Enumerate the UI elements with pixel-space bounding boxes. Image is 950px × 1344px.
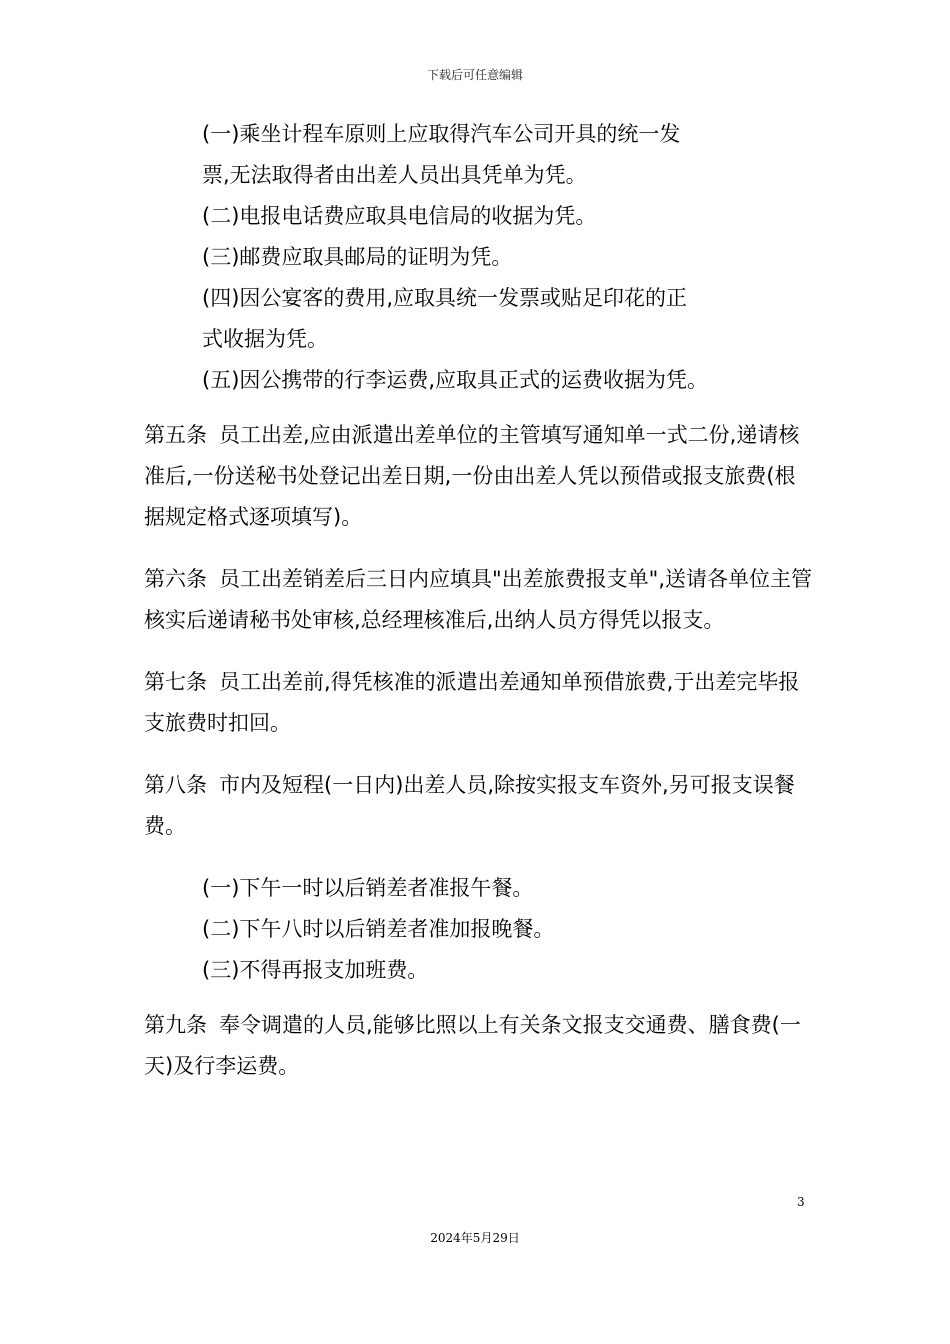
- list-item: (五)因公携带的行李运费,应取具正式的运费收据为凭。: [202, 368, 709, 392]
- article-9: [144, 1005, 814, 1087]
- article-text: 奉令调遣的人员,能够比照以上有关条文报支交通费、膳食费(一天)及行李运费。: [144, 1013, 801, 1078]
- list-item: 式收据为凭。: [202, 327, 328, 351]
- page-header: 下载后可任意编辑: [426, 68, 523, 82]
- article-5: [144, 415, 814, 538]
- article-8: [144, 765, 814, 847]
- expense-voucher-list: [144, 114, 814, 401]
- article-number: 第七条: [144, 670, 207, 694]
- list-item: (二)下午八时以后销差者准加报晚餐。: [202, 917, 555, 941]
- page-number: 3: [797, 1195, 805, 1209]
- article-text: 员工出差,应由派遣出差单位的主管填写通知单一式二份,递请核准后,一份送秘书处登记出差日期,一份由出差人凭以预借或报支旅费(根据规定格式逐项填写)。: [144, 423, 800, 529]
- article-number: 第六条: [144, 567, 207, 591]
- article-number: 第五条: [144, 423, 207, 447]
- footer-date: 2024年5月29日: [430, 1231, 520, 1245]
- list-item: (二)电报电话费应取具电信局的收据为凭。: [202, 204, 597, 228]
- meal-allowance-list: [144, 868, 814, 991]
- article-6: [144, 559, 814, 641]
- article-7: [144, 662, 814, 744]
- list-item: (一)下午一时以后销差者准报午餐。: [202, 876, 534, 900]
- article-text: 员工出差销差后三日内应填具"出差旅费报支单",送请各单位主管核实后递请秘书处审核,总经理核准后,出纳人员方得凭以报支。: [144, 567, 812, 632]
- list-item: 票,无法取得者由出差人员出具凭单为凭。: [202, 163, 587, 187]
- list-item: (三)邮费应取具邮局的证明为凭。: [202, 245, 513, 269]
- list-item: (四)因公宴客的费用,应取具统一发票或贴足印花的正: [202, 286, 688, 310]
- document-body: [144, 114, 814, 1108]
- article-text: 市内及短程(一日内)出差人员,除按实报支车资外,另可报支误餐费。: [144, 773, 795, 838]
- list-item: (一)乘坐计程车原则上应取得汽车公司开具的统一发: [202, 122, 681, 146]
- list-item: (三)不得再报支加班费。: [202, 958, 429, 982]
- article-number: 第九条: [144, 1013, 207, 1037]
- article-number: 第八条: [144, 773, 207, 797]
- article-text: 员工出差前,得凭核准的派遣出差通知单预借旅费,于出差完毕报支旅费时扣回。: [144, 670, 800, 735]
